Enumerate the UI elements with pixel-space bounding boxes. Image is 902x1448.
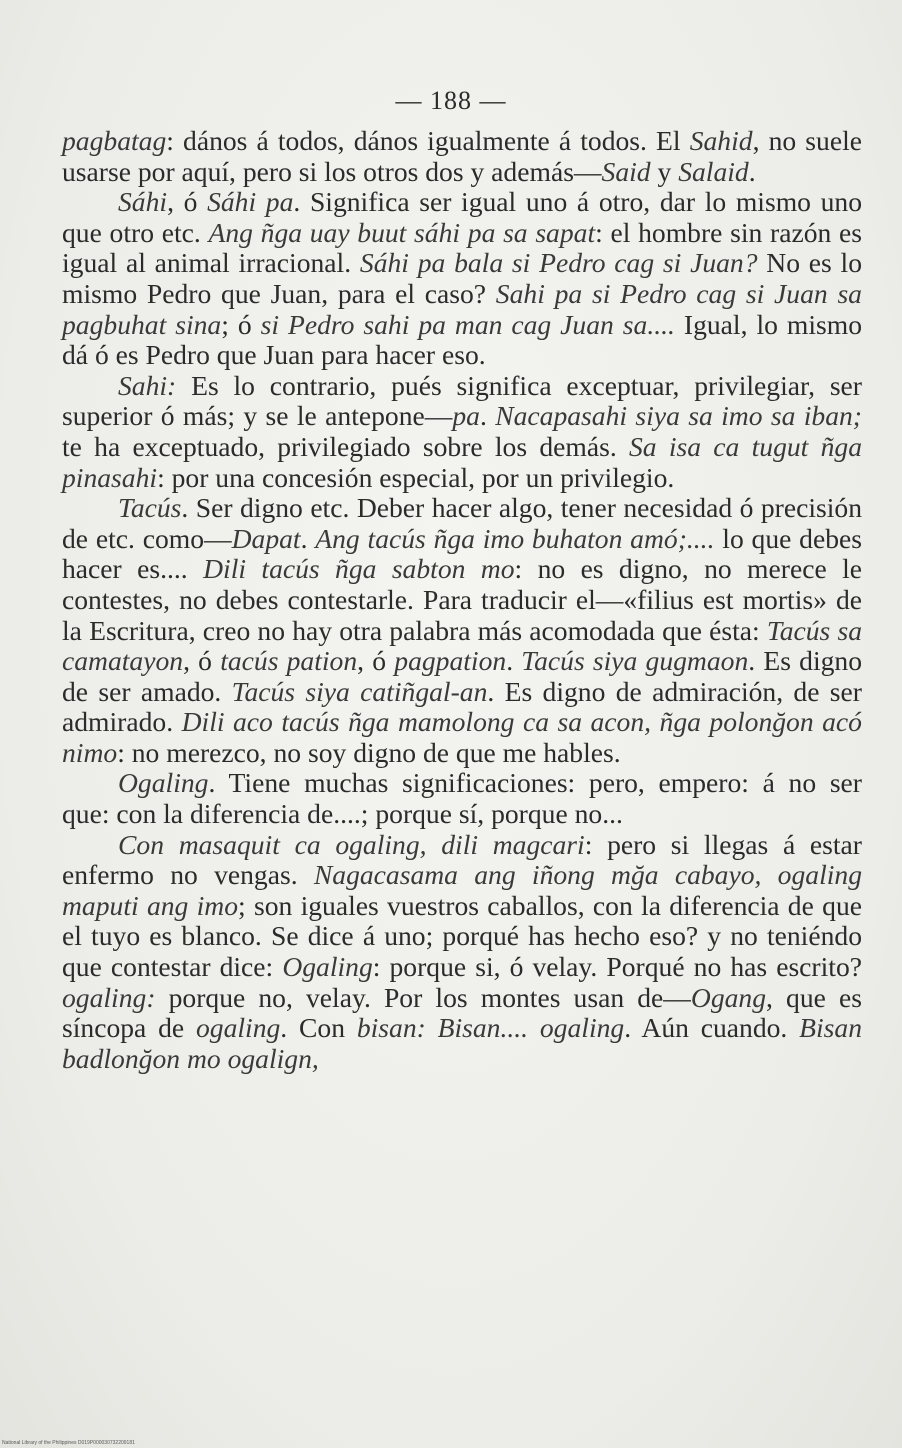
- text-run: y: [650, 155, 679, 187]
- text-run: ; ó: [221, 308, 261, 340]
- italic-term: Sahid: [689, 125, 753, 156]
- text-run: : porque si, ó velay. Porqué no has escrito?: [372, 951, 862, 983]
- text-run: .: [479, 400, 496, 432]
- text-run: porque no, velay. Por los montes usan de—: [155, 981, 691, 1013]
- text-run: .: [506, 645, 522, 677]
- text-run: Es lo contrario, pués significa exceptuar, privilegiar, ser superior ó más; y se le antepone—: [62, 369, 862, 432]
- italic-term: bisan: Bisan.... ogaling: [356, 1012, 625, 1044]
- italic-term: Salaid: [678, 155, 749, 187]
- italic-term: Sahi pa si Pedro cag si Juan sa pagbuhat sina: [62, 277, 862, 340]
- italic-term: Ogang: [690, 981, 767, 1013]
- text-run: , ó: [183, 645, 221, 677]
- italic-term: si Pedro sahi pa man cag Juan sa....: [260, 308, 675, 340]
- italic-term: Tacús siya catiñgal-an: [231, 675, 488, 707]
- text-run: lo que debes hacer es....: [62, 522, 862, 585]
- italic-term: tacús pation: [220, 645, 358, 677]
- italic-term: Sáhi: [118, 186, 168, 218]
- text-run: . Ser digno etc. Deber hacer algo, tener necesidad ó precisión de etc. como—: [62, 492, 862, 554]
- paragraph: [62, 187, 862, 371]
- body-text: [62, 126, 862, 1074]
- paragraph: [62, 371, 862, 493]
- italic-term: Ang ñga uay buut sáhi pa sa sapat: [208, 216, 596, 248]
- text-run: , no suele usarse por aquí, pero si los otros dos y además—: [62, 125, 862, 187]
- text-run: , que es síncopa de: [62, 981, 862, 1044]
- text-run: te ha exceptuado, privilegiado sobre los demás.: [62, 430, 629, 462]
- text-run: , ó: [357, 645, 395, 677]
- italic-term: Tacús siya gugmaon: [521, 645, 749, 677]
- italic-term: Ogaling: [118, 767, 209, 799]
- italic-term: pagpation: [394, 645, 507, 677]
- italic-term: Ogaling: [282, 951, 373, 983]
- paragraph: [62, 493, 862, 768]
- italic-term: Con masaquit ca ogaling, dili magcari: [118, 828, 585, 860]
- text-run: . Significa ser igual uno á otro, dar lo mismo uno que otro etc.: [62, 186, 862, 248]
- paragraph: [62, 830, 862, 1075]
- text-run: . Es digno de ser amado.: [62, 645, 862, 707]
- text-run: , ó: [167, 186, 208, 218]
- italic-term: Ang tacús ñga imo buhaton amó;....: [315, 522, 715, 554]
- paragraph: [62, 768, 862, 829]
- text-run: Igual, lo mismo dá ó es Pedro que Juan para hacer eso.: [62, 308, 863, 371]
- text-run: : no es digno, no merece le contestes, no debes contestarle. Para traducir el—«filius est mortis» de la Escritura, creo no hay otra palabra más acomodada que ésta:: [62, 553, 862, 646]
- text-run: . Aún cuando.: [624, 1012, 800, 1044]
- text-run: : pero si llegas á estar enfermo no vengas.: [62, 828, 862, 891]
- text-run: . Con: [280, 1012, 357, 1044]
- italic-term: Nagacasama ang iñong mğa cabayo, ogaling maputi ang imo: [62, 859, 862, 921]
- italic-term: Tacús sa camatayon: [62, 614, 862, 677]
- italic-term: Nacapasahi siya sa imo sa iban;: [495, 400, 862, 432]
- text-run: ; son iguales vuestros caballos, con la diferencia de que el tuyo es blanco. Se dice á uno; porqué has hecho eso? y no teniéndo que contestar dice:: [62, 889, 862, 983]
- footer-credit: National Library of the Philippines D019P000030732209181: [2, 1440, 135, 1446]
- italic-term: Said: [601, 155, 651, 187]
- text-run: No es lo mismo Pedro que Juan, para el caso?: [62, 247, 863, 309]
- text-run: . Es digno de admiración, de ser admirado.: [62, 675, 862, 738]
- italic-term: Dili tacús ñga sabton mo: [203, 553, 515, 585]
- italic-term: Sáhi pa: [207, 186, 294, 218]
- text-run: .: [300, 522, 316, 554]
- text-run: : no merezco, no soy digno de que me hables.: [117, 736, 621, 768]
- italic-term: Sa isa ca tugut ñga pinasahi: [62, 430, 862, 493]
- italic-term: pagbatag: [62, 125, 167, 156]
- italic-term: Tacús: [118, 492, 182, 524]
- italic-term: ogaling:: [62, 981, 156, 1013]
- italic-term: Dili aco tacús ñga mamolong ca sa acon, ñga polonğon acó nimo: [62, 706, 862, 768]
- italic-term: Sáhi pa bala si Pedro cag si Juan?: [359, 247, 758, 279]
- text-run: .: [748, 155, 756, 187]
- italic-term: pa: [452, 400, 480, 432]
- italic-term: ogaling: [195, 1012, 281, 1044]
- italic-term: Sahi:: [118, 369, 177, 401]
- text-run: : el hombre sin razón es igual al animal irracional.: [62, 216, 863, 279]
- italic-term: Bisan badlonğon mo ogalign,: [62, 1012, 862, 1074]
- italic-term: Dapat: [231, 522, 301, 554]
- text-run: . Tiene muchas significaciones: pero, empero: á no ser que: con la diferencia de....; porque sí, porque no...: [62, 767, 862, 830]
- page-number: — 188 —: [395, 86, 507, 115]
- paragraph: [62, 126, 862, 187]
- text-run: : dános á todos, dános igualmente á todos. El: [166, 125, 690, 156]
- text-run: : por una concesión especial, por un privilegio.: [157, 461, 675, 493]
